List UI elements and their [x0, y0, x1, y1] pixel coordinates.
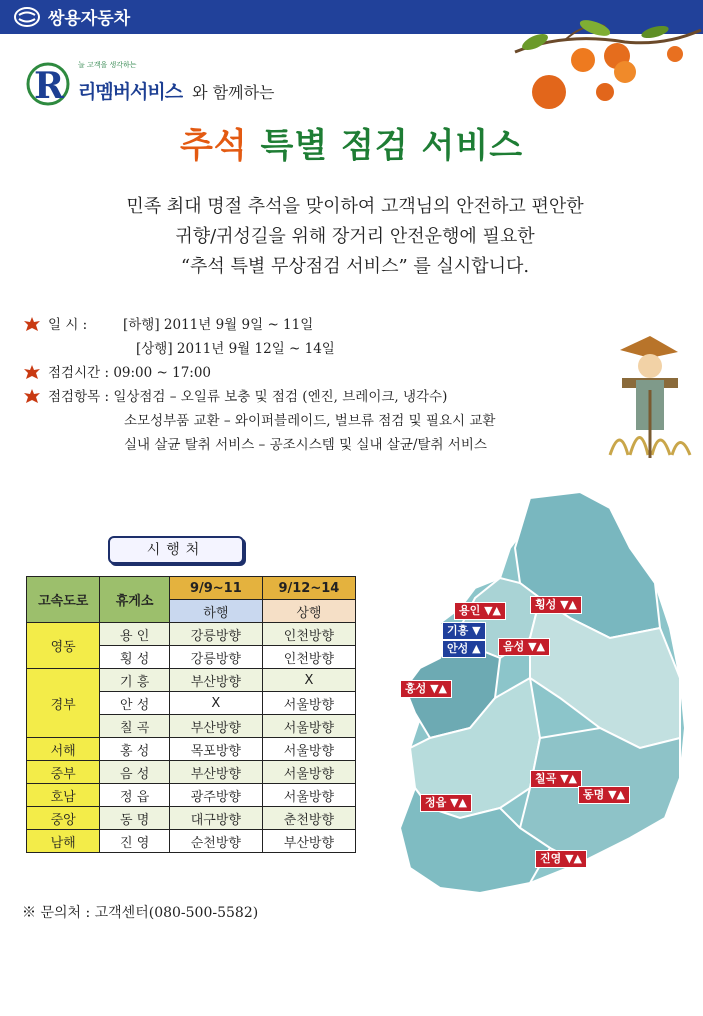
- header-date-down: 9/9~11: [169, 577, 262, 600]
- event-info: [24, 313, 495, 457]
- header-highway: 고속도로: [27, 577, 100, 623]
- date-row: [24, 313, 495, 337]
- down-cell: 부산방향: [169, 761, 262, 784]
- items-line-2: 소모성부품 교환 – 와이퍼블레이드, 벌브류 점검 및 필요시 교환: [124, 413, 496, 429]
- up-cell: 서울방향: [262, 784, 355, 807]
- up-cell: 부산방향: [262, 830, 355, 853]
- region-cell: 중앙: [27, 807, 100, 830]
- up-cell: 서울방향: [262, 715, 355, 738]
- table-header-row: [27, 577, 356, 600]
- intro-line: 귀향/귀성길을 위해 장거리 안전운행에 필요한: [175, 226, 535, 247]
- partner-logo: [26, 60, 275, 106]
- subheader-up: 상행: [262, 600, 355, 623]
- items-line-1: 일상점검 – 오일류 보충 및 점검 (엔진, 브레이크, 냉각수): [113, 389, 448, 405]
- scarecrow-icon: [600, 330, 695, 460]
- intro-text: [40, 192, 670, 282]
- items-line-3: 실내 살균 탈취 서비스 – 공조시스템 및 실내 살균/탈취 서비스: [124, 437, 487, 453]
- region-cell: 남해: [27, 830, 100, 853]
- rest-cell: 칠 곡: [100, 715, 170, 738]
- items-row-2: [24, 409, 495, 433]
- svg-text:R: R: [34, 65, 64, 106]
- time-row: [24, 361, 495, 385]
- up-cell: 서울방향: [262, 761, 355, 784]
- region-cell: 호남: [27, 784, 100, 807]
- up-cell: 춘천방향: [262, 807, 355, 830]
- down-cell: 목포방향: [169, 738, 262, 761]
- table-row: [27, 830, 356, 853]
- maple-leaf-icon: [24, 365, 40, 379]
- down-cell: 광주방향: [169, 784, 262, 807]
- rest-cell: 용 인: [100, 623, 170, 646]
- date-line-1: [하행] 2011년 9월 9일 ~ 11일: [123, 317, 314, 333]
- persimmon-branch-icon: [505, 12, 703, 112]
- table-row: [27, 761, 356, 784]
- rest-cell: 음 성: [100, 761, 170, 784]
- map-tag-yongin: 용인 ▼▲: [454, 602, 506, 620]
- rest-cell: 홍 성: [100, 738, 170, 761]
- map-tag-chilgok: 칠곡 ▼▲: [530, 770, 582, 788]
- korea-map: [380, 488, 700, 908]
- partner-tagline: 늘 고객을 생각하는: [78, 61, 137, 69]
- partner-with-text: 와 함께하는: [192, 83, 275, 102]
- down-cell: 대구방향: [169, 807, 262, 830]
- items-row-3: [24, 433, 495, 457]
- items-row: [24, 385, 495, 409]
- down-cell: 부산방향: [169, 715, 262, 738]
- down-cell: X: [169, 692, 262, 715]
- table-row: [27, 738, 356, 761]
- table-row: [27, 784, 356, 807]
- map-tag-jinyeong: 진영 ▼▲: [535, 850, 587, 868]
- remember-service-logo-icon: [26, 60, 76, 106]
- down-cell: 강릉방향: [169, 623, 262, 646]
- rest-cell: 정 읍: [100, 784, 170, 807]
- intro-line: 민족 최대 명절 추석을 맞이하여 고객님의 안전하고 편안한: [126, 196, 584, 217]
- rest-cell: 안 성: [100, 692, 170, 715]
- map-tag-dongmyeong: 동명 ▼▲: [578, 786, 630, 804]
- time-value: 09:00 ~ 17:00: [113, 365, 212, 381]
- rest-cell: 진 영: [100, 830, 170, 853]
- map-tag-eumseong: 음성 ▼▲: [498, 638, 550, 656]
- brand: [14, 4, 130, 29]
- down-cell: 부산방향: [169, 669, 262, 692]
- header-rest-area: 휴게소: [100, 577, 170, 623]
- partner-name: 리멤버서비스: [78, 81, 183, 103]
- map-tag-jeongeup: 정읍 ▼▲: [420, 794, 472, 812]
- date-line-2: [상행] 2011년 9월 12일 ~ 14일: [136, 341, 335, 357]
- intro-line: “추석 특별 무상점검 서비스” 를 실시합니다.: [180, 256, 530, 277]
- table-row: [27, 807, 356, 830]
- title-accent: 추석: [179, 126, 248, 166]
- header-date-up: 9/12~14: [262, 577, 355, 600]
- contact-info: ※ 문의처 : 고객센터(080-500-5582): [22, 905, 259, 921]
- up-cell: 서울방향: [262, 738, 355, 761]
- region-cell: 중부: [27, 761, 100, 784]
- page-title: [0, 118, 703, 167]
- ssangyong-logo-icon: [14, 6, 40, 28]
- table-row: [27, 623, 356, 646]
- date-row-2: [24, 337, 495, 361]
- map-tag-giheung: 기흥 ▼: [442, 622, 486, 640]
- korea-map-shape-icon: [380, 488, 700, 908]
- rest-cell: 동 명: [100, 807, 170, 830]
- region-cell: 영동: [27, 623, 100, 669]
- map-tag-hongseong: 홍성 ▼▲: [400, 680, 452, 698]
- up-cell: 인천방향: [262, 623, 355, 646]
- time-label: 점검시간 :: [48, 365, 110, 381]
- up-cell: X: [262, 669, 355, 692]
- down-cell: 강릉방향: [169, 646, 262, 669]
- date-label: 일 시 :: [48, 317, 88, 333]
- maple-leaf-icon: [24, 389, 40, 403]
- rest-cell: 기 흥: [100, 669, 170, 692]
- rest-cell: 횡 성: [100, 646, 170, 669]
- items-label: 점검항목 :: [48, 389, 110, 405]
- title-rest: 특별 점검 서비스: [247, 126, 524, 166]
- subheader-down: 하행: [169, 600, 262, 623]
- map-tag-hoengseong: 횡성 ▼▲: [530, 596, 582, 614]
- schedule-table: [26, 576, 356, 853]
- down-cell: 순천방향: [169, 830, 262, 853]
- up-cell: 인천방향: [262, 646, 355, 669]
- map-tag-anseong: 안성 ▲: [442, 640, 486, 658]
- table-row: [27, 669, 356, 692]
- maple-leaf-icon: [24, 317, 40, 331]
- region-cell: 경부: [27, 669, 100, 738]
- brand-name: 쌍용자동차: [48, 9, 131, 29]
- up-cell: 서울방향: [262, 692, 355, 715]
- region-cell: 서해: [27, 738, 100, 761]
- section-title: 시행처: [108, 536, 244, 564]
